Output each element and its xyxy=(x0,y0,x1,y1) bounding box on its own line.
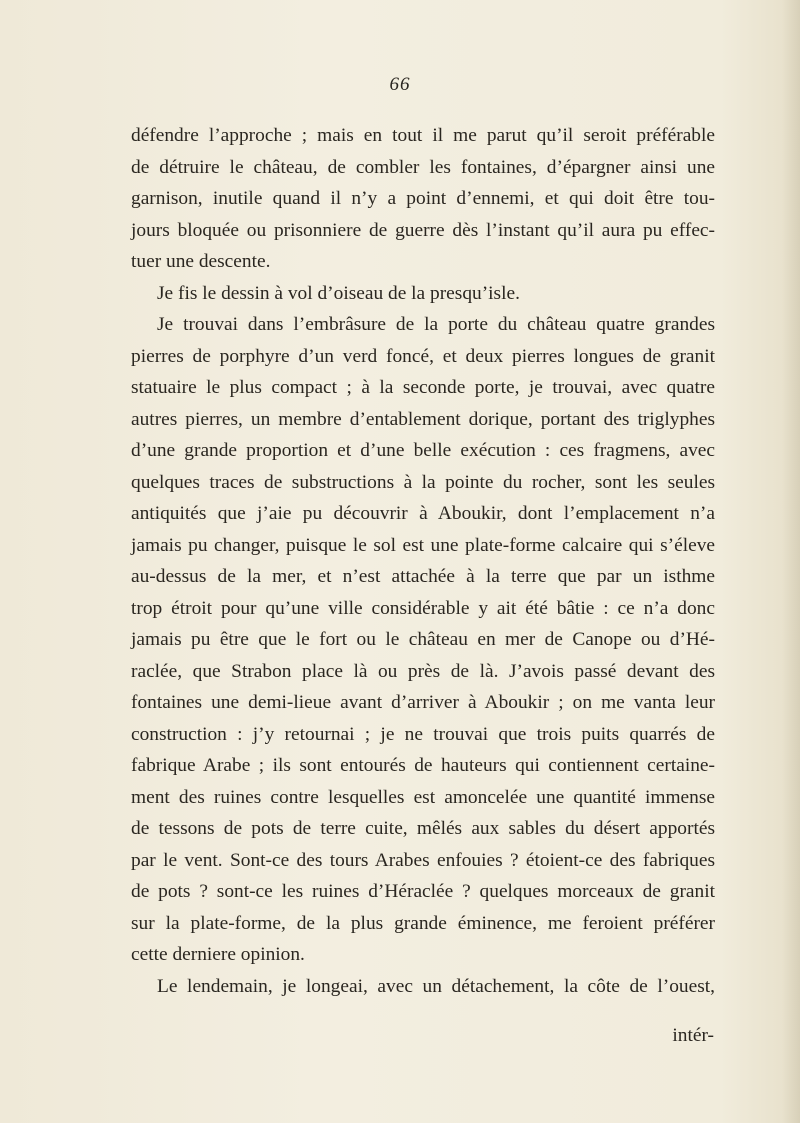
text-line: pierres de porphyre d’un verd foncé, et deux pierres longues de granit xyxy=(131,345,715,367)
text-line: garnison, inutile quand il n’y a point d’ennemi, et qui doit être tou- xyxy=(131,188,715,209)
body-text xyxy=(131,120,715,1002)
text-line: de détruire le château, de combler les fontaines, d’épargner ainsi une xyxy=(131,156,715,178)
text-line: tuer une descente. xyxy=(131,251,271,272)
text-line: statuaire le plus compact ; à la seconde porte, je trouvai, avec quatre xyxy=(131,377,715,398)
catchword: intér- xyxy=(672,1025,714,1046)
text-line: jours bloquée ou prisonniere de guerre dès l’instant qu’il aura pu effec- xyxy=(131,219,715,241)
text-line: ment des ruines contre lesquelles est amoncelée une quantité immense xyxy=(131,786,715,808)
text-line: quelques traces de substructions à la pointe du rocher, sont les seules xyxy=(131,471,715,493)
text-line: fabrique Arabe ; ils sont entourés de hauteurs qui contiennent certaine- xyxy=(131,755,715,776)
text-line: sur la plate-forme, de la plus grande éminence, me feroient préférer xyxy=(131,912,715,934)
text-line: cette derniere opinion. xyxy=(131,944,305,965)
text-line: d’une grande proportion et d’une belle exécution : ces fragmens, avec xyxy=(131,440,715,461)
page-edge-shadow xyxy=(782,0,800,1123)
text-line: construction : j’y retournai ; je ne trouvai que trois puits quarrés de xyxy=(131,723,715,745)
text-line: Je trouvai dans l’embrâsure de la porte du château quatre grandes xyxy=(157,314,715,335)
text-line: par le vent. Sont-ce des tours Arabes enfouies ? étoient-ce des fabriques xyxy=(131,849,715,871)
text-line: au-dessus de la mer, et n’est attachée à la terre que par un isthme xyxy=(131,566,715,587)
text-line: de pots ? sont-ce les ruines d’Héraclée ? quelques morceaux de granit xyxy=(131,881,715,902)
text-line: de tessons de pots de terre cuite, mêlés aux sables du désert apportés xyxy=(131,818,715,839)
text-line: raclée, que Strabon place là ou près de là. J’avois passé devant des xyxy=(131,660,715,682)
text-line: antiquités que j’aie pu découvrir à Aboukir, dont l’emplacement n’a xyxy=(131,503,715,524)
text-line: jamais pu changer, puisque le sol est une plate-forme calcaire qui s’éleve xyxy=(131,534,715,556)
text-line: Le lendemain, je longeai, avec un détachement, la côte de l’ouest, xyxy=(157,975,715,997)
page-number: 66 xyxy=(389,74,411,95)
text-line: fontaines une demi-lieue avant d’arriver à Aboukir ; on me vanta leur xyxy=(131,692,715,713)
text-line: autres pierres, un membre d’entablement dorique, portant des triglyphes xyxy=(131,408,715,430)
text-line: défendre l’approche ; mais en tout il me parut qu’il seroit préférable xyxy=(131,125,715,146)
text-line: trop étroit pour qu’une ville considérable y ait été bâtie : ce n’a donc xyxy=(131,597,715,619)
text-line: jamais pu être que le fort ou le château en mer de Canope ou d’Hé- xyxy=(131,629,715,650)
text-line: Je fis le dessin à vol d’oiseau de la presqu’isle. xyxy=(157,282,520,304)
